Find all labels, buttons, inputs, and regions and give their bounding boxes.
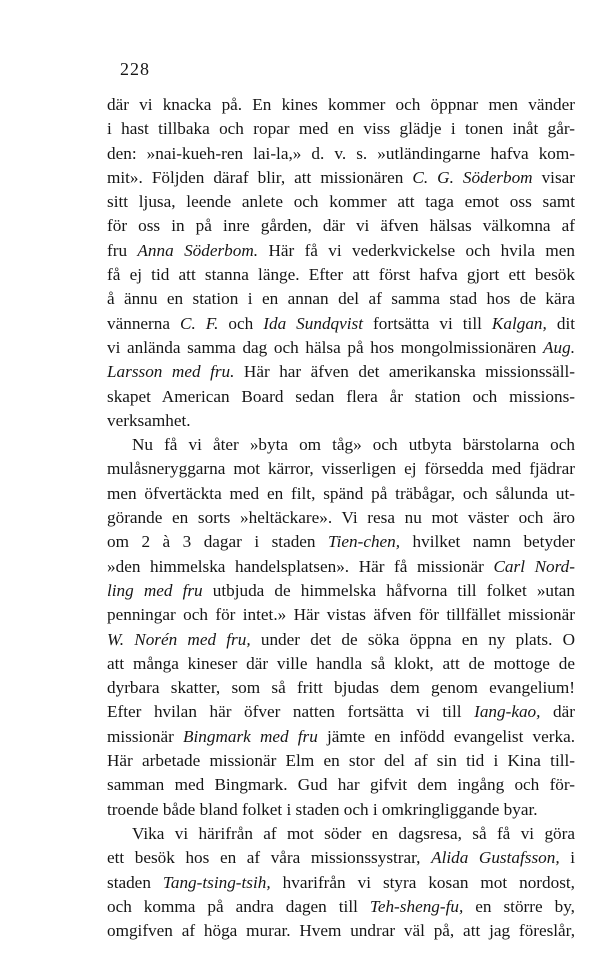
text-segment: Här få vi vederkvickelse och hvila men <box>258 240 576 260</box>
text-segment: skapet American Board sedan flera år station och missions- <box>107 386 575 406</box>
text-segment: under det de söka öppna en ny plats. O <box>250 629 575 649</box>
text-segment: troende både bland folket i staden och i omkringliggande byar. <box>107 799 538 819</box>
text-segment: omgifven af höga murar. Hvem undrar väl på, att jag föreslår, <box>107 921 575 941</box>
text-line <box>107 239 575 263</box>
text-segment: sitt ljusa, leende anlete och kommer att taga emot oss samt <box>107 192 575 212</box>
italic-text: Tang-tsing-tsih, <box>162 872 271 892</box>
text-line <box>107 385 575 409</box>
text-segment: Vika vi härifrån af mot söder en dagsresa, så få vi göra <box>132 823 575 843</box>
text-segment: å ännu en station i en annan del af samma stad hos de kära <box>107 289 575 309</box>
text-line <box>107 117 575 141</box>
text-segment: mit». Följden däraf blir, att missionären <box>107 167 413 187</box>
text-segment: vi anlända samma dag och hälsa på hos mongolmissionären <box>107 337 544 357</box>
text-segment: visar <box>532 167 575 187</box>
text-line <box>107 749 575 773</box>
text-line <box>107 773 575 797</box>
text-segment: och <box>218 313 264 333</box>
text-segment: om 2 à 3 dagar i staden <box>107 532 328 552</box>
text-segment: en större by, <box>463 896 575 916</box>
text-segment: där <box>540 702 575 722</box>
text-line <box>107 336 575 360</box>
text-segment: men öfvertäckta med en filt, spänd på träbågar, och sålunda ut- <box>107 483 575 503</box>
text-segment: där vi knacka på. En kines kommer och öppnar men vänder <box>107 95 575 114</box>
text-segment: vännerna <box>107 313 181 333</box>
text-line <box>107 530 575 554</box>
italic-text: Kalgan, <box>491 313 547 333</box>
text-line <box>107 603 575 627</box>
italic-text: Teh-sheng-fu, <box>369 896 464 916</box>
text-segment: hvilket namn betyder <box>400 532 575 552</box>
page-number: 228 <box>120 59 150 79</box>
text-segment: för oss in på inre gården, där vi äfven hälsas välkomna af <box>107 216 575 236</box>
text-segment: jämte en infödd evangelist verka. <box>317 726 575 746</box>
text-line <box>107 822 575 846</box>
text-segment: Efter hvilan här öfver natten fortsätta vi till <box>107 702 475 722</box>
text-segment: fru <box>107 240 138 260</box>
text-segment: mulåsneryggarna mot kärror, visserligen ej försedda med fjädrar <box>107 459 575 479</box>
text-line <box>107 312 575 336</box>
text-line <box>107 506 575 530</box>
text-segment: utbjuda de himmelska håfvorna till folket »utan <box>202 580 575 600</box>
text-line <box>107 166 575 190</box>
text-segment: samman med Bingmark. Gud har gifvit dem ingång och för- <box>107 775 575 795</box>
text-segment: penningar och för intet.» Här vistas äfven för tillfället missionär <box>107 605 575 625</box>
text-line <box>107 190 575 214</box>
italic-text: ling med fru <box>107 580 203 600</box>
text-segment: att många kineser där ville handla så klokt, att de mottoge de <box>107 653 575 673</box>
text-line <box>107 871 575 895</box>
text-segment: i hast tillbaka och ropar med en viss glädje i tonen inåt går- <box>107 119 575 139</box>
text-segment: ett besök hos en af våra missionssystrar, <box>107 848 432 868</box>
text-line <box>107 93 575 117</box>
italic-text: C. G. Söderbom <box>412 167 533 187</box>
text-line <box>107 700 575 724</box>
text-line <box>107 652 575 676</box>
body-text <box>107 93 575 943</box>
text-segment: få ej tid att stanna länge. Efter att först hafva gjort ett besök <box>107 265 575 285</box>
text-segment: »den himmelska handelsplatsen». Här få missionär <box>107 556 494 576</box>
text-line <box>107 628 575 652</box>
text-line <box>107 287 575 311</box>
text-line <box>107 360 575 384</box>
text-segment: verksamhet. <box>107 410 191 430</box>
italic-text: Anna Söderbom. <box>137 240 259 260</box>
text-line <box>107 725 575 749</box>
italic-text: C. F. <box>180 313 219 333</box>
text-line <box>107 676 575 700</box>
text-line <box>107 482 575 506</box>
italic-text: W. Norén med fru, <box>107 629 251 649</box>
text-segment: Nu få vi åter »byta om tåg» och utbyta bärstolarna och <box>132 435 575 455</box>
italic-text: Aug. <box>543 337 575 357</box>
text-line <box>107 214 575 238</box>
text-segment: dit <box>546 313 575 333</box>
italic-text: Carl Nord- <box>493 556 575 576</box>
text-segment: staden <box>107 872 163 892</box>
text-segment: görande en sorts »heltäckare». Vi resa nu mot väster och äro <box>107 508 575 528</box>
text-segment: dyrbara skatter, som så fritt bjudas dem genom evangelium! <box>107 678 575 698</box>
text-line <box>107 895 575 919</box>
text-line <box>107 433 575 457</box>
text-line <box>107 457 575 481</box>
text-segment: i <box>559 848 575 868</box>
italic-text: Iang-kao, <box>474 702 541 722</box>
text-line <box>107 555 575 579</box>
italic-text: Larsson med fru. <box>107 362 235 382</box>
text-line <box>107 409 575 433</box>
text-line <box>107 846 575 870</box>
text-segment: fortsätta vi till <box>363 313 492 333</box>
text-segment: Här har äfven det amerikanska missionssäll- <box>234 362 575 382</box>
italic-text: Ida Sundqvist <box>263 313 364 333</box>
italic-text: Alida Gustafsson, <box>431 848 560 868</box>
text-segment: hvarifrån vi styra kosan mot nordost, <box>270 872 575 892</box>
italic-text: Tien-chen, <box>328 532 401 552</box>
text-line <box>107 798 575 822</box>
text-segment: Här arbetade missionär Elm en stor del af sin tid i Kina till- <box>107 751 575 771</box>
text-segment: den: »nai-kueh-ren lai-la,» d. v. s. »utländingarne hafva kom- <box>107 143 575 163</box>
text-line <box>107 263 575 287</box>
text-line <box>107 579 575 603</box>
text-line <box>107 919 575 943</box>
text-line <box>107 142 575 166</box>
text-segment: och komma på andra dagen till <box>107 896 370 916</box>
text-segment: missionär <box>107 726 183 746</box>
italic-text: Bingmark med fru <box>183 726 318 746</box>
